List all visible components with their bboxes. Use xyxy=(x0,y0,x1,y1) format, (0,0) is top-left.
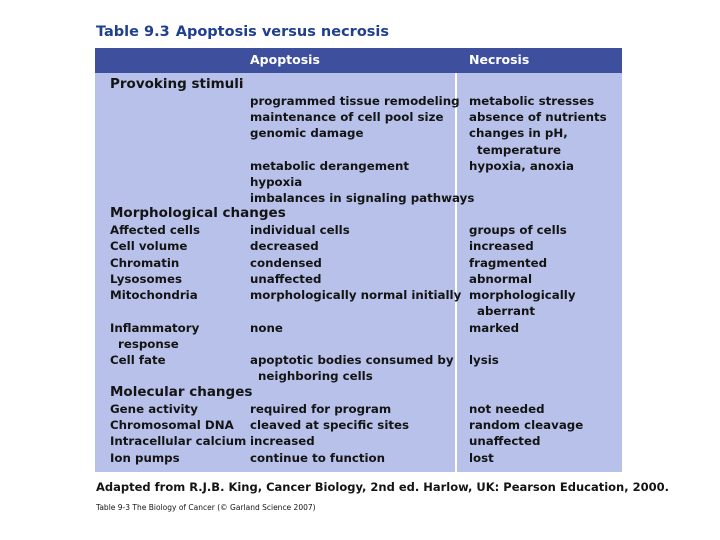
stimuli-apoptosis-item: maintenance of cell pool size xyxy=(250,110,444,125)
row-apoptosis: required for program xyxy=(250,402,392,416)
row-necrosis: groups of cells xyxy=(469,223,567,237)
row-necrosis: not needed xyxy=(469,402,545,416)
stimuli-necrosis-item: absence of nutrients xyxy=(469,110,607,125)
header-necrosis: Necrosis xyxy=(469,52,530,67)
row-apoptosis-line: neighboring cells xyxy=(258,369,373,384)
row-necrosis xyxy=(469,287,576,319)
stimuli-apoptosis-item: metabolic derangement xyxy=(250,159,410,173)
row-feature: Chromatin xyxy=(110,256,180,270)
row-necrosis: fragmented xyxy=(469,256,548,270)
row-apoptosis: morphologically normal initially xyxy=(250,288,462,302)
comparison-table xyxy=(95,48,622,472)
row-apoptosis: condensed xyxy=(250,256,322,270)
stimuli-apoptosis-group1 xyxy=(250,93,460,142)
row-apoptosis-line: apoptotic bodies consumed by xyxy=(250,353,454,367)
stimuli-necrosis xyxy=(469,93,607,174)
section-heading-morphological-changes: Morphological changes xyxy=(110,205,286,221)
row-apoptosis: increased xyxy=(250,434,315,448)
stimuli-necrosis-item: hypoxia, anoxia xyxy=(469,158,574,173)
stimuli-apoptosis-item: genomic damage xyxy=(250,126,364,141)
stimuli-apoptosis-group2 xyxy=(250,158,474,207)
stimuli-necrosis-item: changes in pH, xyxy=(469,126,568,141)
row-apoptosis: cleaved at specific sites xyxy=(250,418,410,432)
source-note: Adapted from R.J.B. King, Cancer Biology, 2nd ed. Harlow, UK: Pearson Education, 2000. xyxy=(96,480,669,494)
row-necrosis: lysis xyxy=(469,353,499,367)
stimuli-apoptosis-item: programmed tissue remodeling xyxy=(250,94,460,108)
row-necrosis-line: aberrant xyxy=(477,304,536,319)
row-feature: Ion pumps xyxy=(110,451,180,465)
row-apoptosis: none xyxy=(250,321,283,335)
section-heading-molecular-changes: Molecular changes xyxy=(110,384,253,400)
row-apoptosis: individual cells xyxy=(250,223,350,237)
table-header xyxy=(95,48,622,73)
row-apoptosis: continue to function xyxy=(250,451,386,465)
row-feature-line: Inflammatory xyxy=(110,321,200,335)
row-feature-line: response xyxy=(118,337,179,352)
row-necrosis: lost xyxy=(469,451,494,465)
row-necrosis: random cleavage xyxy=(469,418,584,432)
table-number: Table 9.3 xyxy=(96,24,170,40)
section-heading-provoking-stimuli: Provoking stimuli xyxy=(110,76,244,92)
row-feature: Mitochondria xyxy=(110,288,198,302)
row-necrosis: unaffected xyxy=(469,434,541,448)
row-feature: Cell fate xyxy=(110,353,166,367)
figure-credit: Table 9-3 The Biology of Cancer (© Garland Science 2007) xyxy=(96,503,316,512)
row-apoptosis: unaffected xyxy=(250,272,322,286)
table-title-text: Apoptosis versus necrosis xyxy=(175,24,390,40)
row-feature: Chromosomal DNA xyxy=(110,418,234,432)
table-title xyxy=(96,24,389,40)
row-feature: Cell volume xyxy=(110,239,188,253)
row-necrosis: abnormal xyxy=(469,272,533,286)
row-apoptosis xyxy=(250,352,454,384)
row-necrosis-line: morphologically xyxy=(469,288,576,302)
stimuli-apoptosis-item: imbalances in signaling pathways xyxy=(250,191,475,206)
row-feature: Affected cells xyxy=(110,223,200,237)
stimuli-necrosis-item: temperature xyxy=(477,142,562,157)
row-feature: Lysosomes xyxy=(110,272,182,286)
row-feature xyxy=(110,320,199,352)
row-necrosis: increased xyxy=(469,239,534,253)
stimuli-necrosis-item: metabolic stresses xyxy=(469,94,595,108)
row-feature: Intracellular calcium xyxy=(110,434,247,448)
row-necrosis: marked xyxy=(469,321,520,335)
header-apoptosis: Apoptosis xyxy=(250,52,320,67)
stimuli-apoptosis-item: hypoxia xyxy=(250,175,303,190)
row-apoptosis: decreased xyxy=(250,239,319,253)
row-feature: Gene activity xyxy=(110,402,198,416)
